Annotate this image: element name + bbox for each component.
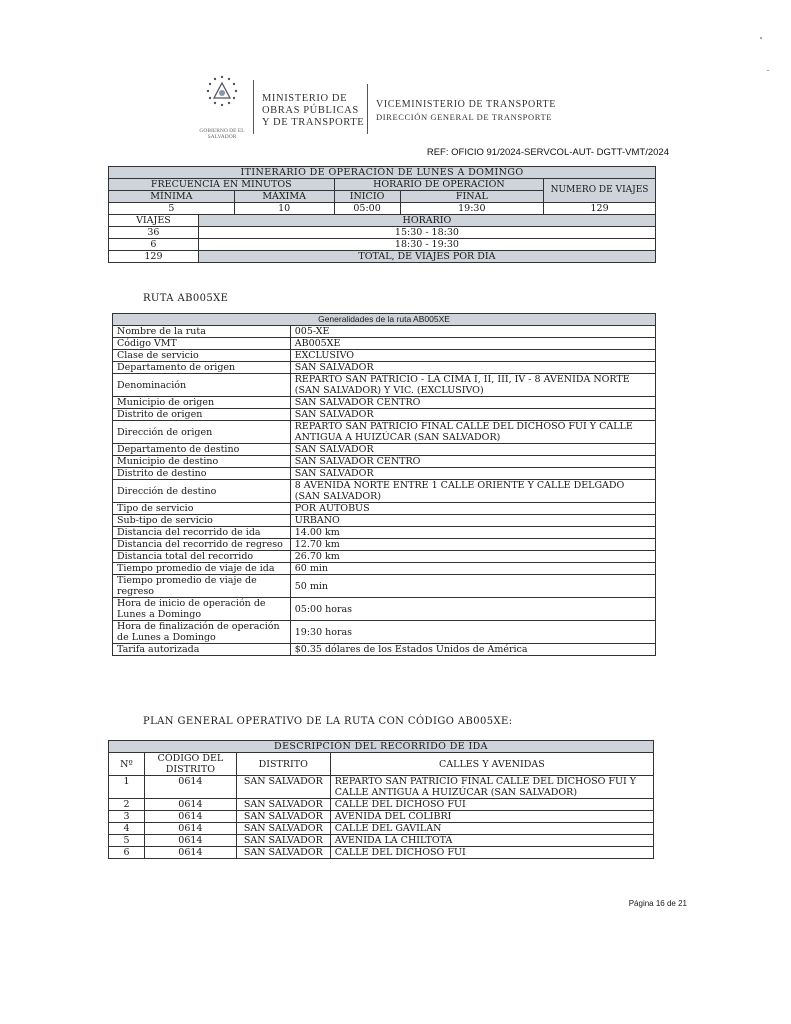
field-value: SAN SALVADOR <box>290 409 655 421</box>
table-row <box>113 362 656 374</box>
generalities-table <box>112 313 656 656</box>
field-label: Tipo de servicio <box>113 503 291 515</box>
field-label: Dirección de destino <box>113 480 291 503</box>
field-label: Distrito de destino <box>113 468 291 480</box>
header-divider <box>253 80 254 134</box>
table-row <box>113 621 656 644</box>
field-value: SAN SALVADOR <box>290 362 655 374</box>
field-value: POR AUTOBÚS <box>290 503 655 515</box>
row-number: 5 <box>109 835 145 847</box>
schedule-header: HORARIO DE OPERACIÓN <box>334 179 544 191</box>
field-label: Código VMT <box>113 338 291 350</box>
table-row <box>113 421 656 444</box>
field-value: AB005XE <box>290 338 655 350</box>
table-row <box>113 551 656 563</box>
page-number: Página 16 de 21 <box>628 899 687 908</box>
field-value: 8 AVENIDA NORTE ENTRE 1 CALLE ORIENTE Y CALLE DELGADO (SAN SALVADOR) <box>290 480 655 503</box>
field-value: $0.35 dólares de los Estados Unidos de América <box>290 644 655 656</box>
horario-value: 18:30 - 19:30 <box>198 239 655 251</box>
field-label: Tarifa autorizada <box>113 644 291 656</box>
field-label: Distancia total del recorrido <box>113 551 291 563</box>
field-value: REPARTO SAN PATRICIO - LA CIMA I, II, III, IV - 8 AVENIDA NORTE (SAN SALVADOR) Y VIC. (EXCLUSIVO) <box>290 374 655 397</box>
table-row <box>113 409 656 421</box>
start-value: 05:00 <box>334 203 400 215</box>
horario-value: 15:30 - 18:30 <box>198 227 655 239</box>
field-value: 14.00 km <box>290 527 655 539</box>
table-row <box>109 835 654 847</box>
table-row <box>113 326 656 338</box>
end-value: 19:30 <box>400 203 544 215</box>
district-code: 0614 <box>144 811 236 823</box>
field-label: Tiempo promedio de viaje de ida <box>113 563 291 575</box>
field-value: SAN SALVADOR <box>290 468 655 480</box>
ministry-name: MINISTERIO DE OBRAS PÚBLICAS Y DE TRANSPORTE <box>262 93 365 128</box>
field-label: Distancia del recorrido de ida <box>113 527 291 539</box>
scan-speck <box>760 37 762 39</box>
reference-number: REF: OFICIO 91/2024-SERVCOL-AUT- DGTT-VMT/2024 <box>426 147 669 158</box>
table-row <box>113 468 656 480</box>
field-label: Distancia del recorrido de regreso <box>113 539 291 551</box>
table-row <box>113 456 656 468</box>
district-name: SAN SALVADOR <box>236 776 330 799</box>
table-row <box>109 799 654 811</box>
scan-speck <box>767 70 769 71</box>
max-label: MÁXIMA <box>234 191 334 203</box>
row-number: 1 <box>109 776 145 799</box>
row-number: 4 <box>109 823 145 835</box>
frequency-header: FRECUENCIA EN MINUTOS <box>109 179 335 191</box>
table-row <box>113 397 656 409</box>
district-code: 0614 <box>144 799 236 811</box>
horario-label: HORARIO <box>198 215 655 227</box>
end-label: FINAL <box>400 191 544 203</box>
trips-value: 129 <box>544 203 656 215</box>
district-code: 0614 <box>144 823 236 835</box>
table-row <box>113 503 656 515</box>
start-label: INICIO <box>334 191 400 203</box>
table-row <box>109 776 654 799</box>
field-label: Distrito de origen <box>113 409 291 421</box>
viajes-value: 6 <box>109 239 199 251</box>
field-value: URBANO <box>290 515 655 527</box>
district-code: 0614 <box>144 835 236 847</box>
table-row <box>113 350 656 362</box>
table-row <box>109 847 654 859</box>
field-value: 05:00 horas <box>290 598 655 621</box>
field-label: Municipio de destino <box>113 456 291 468</box>
row-number: 3 <box>109 811 145 823</box>
header-divider <box>367 84 368 134</box>
el-salvador-seal-icon <box>196 74 248 140</box>
district-name: SAN SALVADOR <box>236 823 330 835</box>
table-row <box>113 480 656 503</box>
itinerary-table <box>108 166 656 263</box>
field-value: 12.70 km <box>290 539 655 551</box>
total-viajes: 129 <box>109 251 199 263</box>
field-value: SAN SALVADOR CENTRO <box>290 456 655 468</box>
field-label: Nombre de la ruta <box>113 326 291 338</box>
recorrido-title: DESCRIPCIÓN DEL RECORRIDO DE IDA <box>109 741 654 753</box>
table-row <box>113 338 656 350</box>
min-label: MÍNIMA <box>109 191 235 203</box>
district-name: SAN SALVADOR <box>236 811 330 823</box>
recorrido-table <box>108 740 654 859</box>
field-value: 50 min <box>290 575 655 598</box>
field-label: Clase de servicio <box>113 350 291 362</box>
itinerary-title: ITINERARIO DE OPERACIÓN DE LUNES A DOMINGO <box>109 167 656 179</box>
streets: CALLE DEL GAVILAN <box>330 823 653 835</box>
field-label: Dirección de origen <box>113 421 291 444</box>
min-value: 5 <box>109 203 235 215</box>
table-row <box>113 575 656 598</box>
field-value: SAN SALVADOR <box>290 444 655 456</box>
field-value: 005-XE <box>290 326 655 338</box>
field-label: Departamento de origen <box>113 362 291 374</box>
row-number: 6 <box>109 847 145 859</box>
max-value: 10 <box>234 203 334 215</box>
field-label: Tiempo promedio de viaje de regreso <box>113 575 291 598</box>
table-row <box>113 515 656 527</box>
col-header-n: Nº <box>109 753 145 776</box>
field-value: REPARTO SAN PATRICIO FINAL CALLE DEL DICHOSO FUI Y CALLE ANTIGUA A HUIZÚCAR (SAN SALVADOR) <box>290 421 655 444</box>
streets: AVENIDA DEL COLIBRI <box>330 811 653 823</box>
streets: AVENIDA LA CHILTOTA <box>330 835 653 847</box>
field-value: EXCLUSIVO <box>290 350 655 362</box>
streets: REPARTO SAN PATRICIO FINAL CALLE DEL DICHOSO FUI Y CALLE ANTIGUA A HUIZÚCAR (SAN SALVADOR) <box>330 776 653 799</box>
route-label: RUTA AB005XE <box>143 293 229 304</box>
table-row <box>113 598 656 621</box>
plan-label: PLAN GENERAL OPERATIVO DE LA RUTA CON CÓDIGO AB005XE: <box>143 716 513 727</box>
generalities-title: Generalidades de la ruta AB005XE <box>113 314 656 326</box>
col-header-codigo: CÓDIGO DEL DISTRITO <box>144 753 236 776</box>
seal-caption: GOBIERNO DE EL SALVADOR <box>199 128 245 140</box>
table-row <box>113 563 656 575</box>
field-value: 60 min <box>290 563 655 575</box>
field-label: Hora de inicio de operación de Lunes a Domingo <box>113 598 291 621</box>
trips-header: NUMERO DE VIAJES <box>544 179 656 203</box>
field-label: Sub-tipo de servicio <box>113 515 291 527</box>
field-value: SAN SALVADOR CENTRO <box>290 397 655 409</box>
field-value: 19:30 horas <box>290 621 655 644</box>
table-row <box>113 644 656 656</box>
district-name: SAN SALVADOR <box>236 835 330 847</box>
district-code: 0614 <box>144 847 236 859</box>
field-label: Hora de finalización de operación de Lunes a Domingo <box>113 621 291 644</box>
table-row <box>113 539 656 551</box>
viajes-value: 36 <box>109 227 199 239</box>
row-number: 2 <box>109 799 145 811</box>
col-header-calles: CALLES Y AVENIDAS <box>330 753 653 776</box>
streets: CALLE DEL DICHOSO FUI <box>330 799 653 811</box>
table-row <box>113 527 656 539</box>
table-row <box>113 444 656 456</box>
field-label: Municipio de origen <box>113 397 291 409</box>
viceministry-name: VICEMINISTERIO DE TRANSPORTE DIRECCIÓN GENERAL DE TRANSPORTE <box>376 99 556 122</box>
table-row <box>113 374 656 397</box>
viajes-label: VIAJES <box>109 215 199 227</box>
field-value: 26.70 km <box>290 551 655 563</box>
table-row <box>109 823 654 835</box>
streets: CALLE DEL DICHOSO FUI <box>330 847 653 859</box>
field-label: Departamento de destino <box>113 444 291 456</box>
district-name: SAN SALVADOR <box>236 799 330 811</box>
district-code: 0614 <box>144 776 236 799</box>
table-row <box>109 811 654 823</box>
col-header-distrito: DISTRITO <box>236 753 330 776</box>
field-label: Denominación <box>113 374 291 397</box>
total-label: TOTAL, DE VIAJES POR DIA <box>198 251 655 263</box>
district-name: SAN SALVADOR <box>236 847 330 859</box>
